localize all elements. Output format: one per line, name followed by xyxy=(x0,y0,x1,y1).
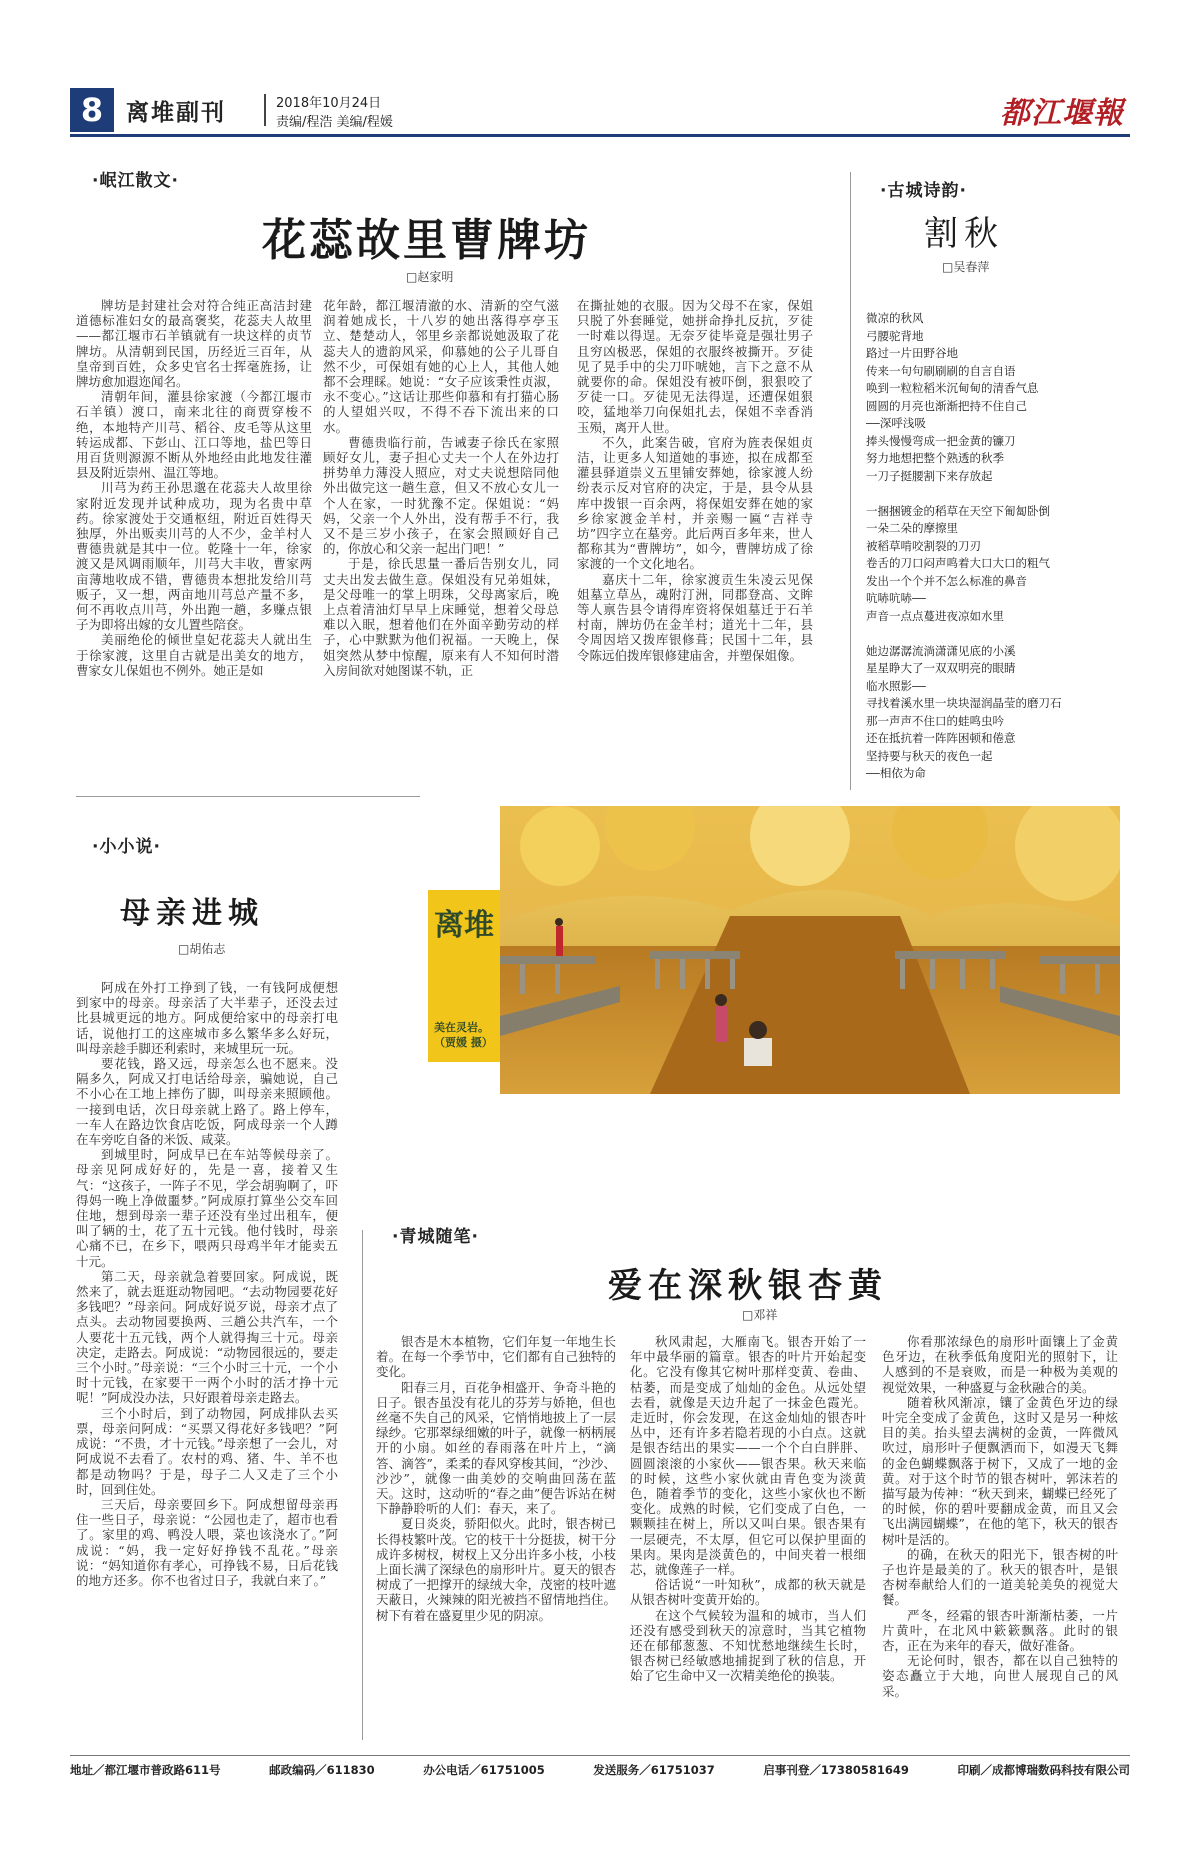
page-header xyxy=(70,88,1130,132)
paragraph: 要花钱，路又远，母亲怎么也不愿来。没隔多久，阿成又打电话给母亲，骗她说，自己不小心在工地上摔伤了脚，叫母亲来照顾他。一接到电话，次日母亲就上路了。路上停车，一车人在路边饮食店吃饭，阿成母亲一个人蹲在车旁吃自备的米饭、咸菜。 xyxy=(76,1056,338,1148)
story-author: □胡佑志 xyxy=(178,942,226,956)
page-number: 8 xyxy=(70,88,114,132)
poem-body xyxy=(866,310,1128,783)
poem-line: 传来一句句刷刷刷的自言自语 xyxy=(866,363,1016,378)
poem-line: 一刀子挺腰割下来存放起 xyxy=(866,468,993,483)
header-divider xyxy=(264,94,266,126)
poem-line: 弓腰驼背地 xyxy=(866,328,924,343)
poem-line: 临水照影—— xyxy=(866,678,926,693)
essay-column-1 xyxy=(376,1334,616,1623)
photo-caption: 美在灵岩。（贾媛 摄） xyxy=(434,1021,493,1049)
footer-postcode: 邮政编码／611830 xyxy=(269,1763,375,1777)
paragraph: 嘉庆十二年，徐家渡贡生朱凌云见保姐墓立草丛，魂附汀洲，同郡登高、文眸等人禀告县令请得库资将保姐墓迁于石羊村南，牌坊仍在金羊村；道光十二年，县令周因培又拨库银修葺；民国十二年，县令陈远伯拨库银修建庙舍，并塑保姐像。 xyxy=(577,571,813,663)
paragraph: 秋风肃起，大雁南飞。银杏开始了一年中最华丽的篇章。银杏的叶片开始起变化。它没有像其它树叶那样变黄、卷曲、枯萎，而是变成了灿灿的金色。从远处望去看，就像是天边升起了一抹金色霞光。走近时，你会发现，在这金灿灿的银杏叶丛中，还有许多若隐若现的小白点。这就是银杏结出的果实——一个个白白胖胖、圆圆滚滚的小家伙——银杏果。秋天来临的时候，这些小家伙就由青色变为淡黄色，随着季节的变化，这些小家伙也不断变化。成熟的时候，它们变成了白色，一颗颗挂在树上，所以又叫白果。银杏果有一层硬壳，不太厚，但它可以保护里面的果肉。果肉是淡黄色的，中间夹着一根细芯，就像莲子一样。 xyxy=(630,1334,866,1578)
page-footer xyxy=(70,1762,1130,1778)
paragraph: 于是，徐氏思量一番后告别女儿，同丈夫出发去做生意。保姐没有兄弟姐妹，是父母唯一的掌上明珠，父母离家后，晚上点着清油灯早早上床睡觉，想着父母总难以入眠，想着他们在外面辛勤劳动的样子，心中默默为他们祝福。一天晚上，保姐突然从梦中惊醒，原来有人不知何时潜入房间欲对她图谋不轨，正 xyxy=(323,556,559,678)
essay-title: 爱在深秋银杏黄 xyxy=(608,1266,888,1306)
poem-line: 她边潺潺流淌潇潇见底的小溪 xyxy=(866,643,1016,658)
poem-line: 一朵二朵的摩擦里 xyxy=(866,521,958,535)
paragraph: 银杏是木本植物，它们年复一年地生长着。在每一个季节中，它们都有自己独特的变化。 xyxy=(376,1334,616,1380)
column-label-prose: ·岷江散文· xyxy=(92,171,179,191)
poem-line: 一捆捆镀金的稻草在天空下匍匐卧倒 xyxy=(866,503,1050,518)
paragraph: 在这个气候较为温和的城市，当人们还没有感受到秋天的凉意时，当其它植物还在郁郁葱葱、不知忧愁地继续生长时，银杏树已经敏感地捕捉到了秋的信息，开始了它生命中又一次精美绝伦的换装。 xyxy=(630,1607,866,1684)
article-column-2 xyxy=(323,298,559,678)
paragraph: 的确，在秋天的阳光下，银杏树的叶子也许是最美的了。秋天的银杏叶，是银杏树奉献给人们的一道美轮美奂的视觉大餐。 xyxy=(882,1546,1118,1608)
paragraph: 曹德贵临行前，告诫妻子徐氏在家照顾好女儿，妻子担心丈夫一个人在外边打拼势单力薄没人照应，对丈夫说想陪同他外出做完这一趟生意，但又不放心女儿一个人在家，一时犹豫不定。保姐说：“妈妈，父亲一个人外出，没有帮手不行，我又不是三岁小孩子，在家会照顾好自己的，你放心和父亲一起出门吧！” xyxy=(323,434,559,557)
article-column-1 xyxy=(76,298,312,678)
poem-line: 寻找着溪水里一块块湿润晶莹的磨刀石 xyxy=(866,696,1062,710)
poem-line: ——相依为命 xyxy=(866,766,926,780)
story-title: 母亲进城 xyxy=(120,896,264,931)
poem-line: 卷舌的刀口闷声鸣着大口大口的粗气 xyxy=(866,556,1050,570)
paragraph: 无论何时，银杏，都在以自己独特的姿态矗立于大地，向世人展现自己的风采。 xyxy=(882,1653,1118,1699)
paragraph: 在撕扯她的衣服。因为父母不在家，保姐只脱了外套睡觉，她拼命挣扎反抗，歹徒一时难以得逞。无奈歹徒毕竟是强壮男子且穷凶极恶，保姐的衣服终被撕开。歹徒见了晃手中的尖刀吓唬她，言下之意不从就要你的命。保姐没有被吓倒，狠狠咬了歹徒一口。歹徒见无法得逞，还遭保姐狠咬，猛地举刀向保姐扎去，保姐不幸香消玉殒，离开人世。 xyxy=(577,298,813,435)
footer-rule xyxy=(70,1755,1130,1756)
poem-line: 那一声声不住口的蛙鸣虫吟 xyxy=(866,713,1004,728)
poem-line: 被稻草啃咬割裂的刀刃 xyxy=(866,538,981,553)
poem-line: 发出一个个并不怎么标准的鼻音 xyxy=(866,573,1027,588)
column-divider xyxy=(850,172,851,790)
footer-delivery: 发送服务／61751037 xyxy=(593,1763,715,1777)
paragraph: 三个小时后，到了动物园，阿成排队去买票，母亲问阿成：“买票又得花好多钱吧？”阿成说：“不贵，才十元钱。”母亲想了一会儿，对阿成说不去看了。农村的鸡、猪、牛、羊不也都是动物吗？于是，母子二人又走了三个小时，回到住处。 xyxy=(76,1405,338,1497)
photo-feature-title: 离堆 xyxy=(434,908,494,943)
poem-line: 捧头慢慢弯成一把金黄的镰刀 xyxy=(866,433,1016,448)
paragraph: 随着秋风渐凉，镶了金黄色牙边的绿叶完全变成了金黄色，这时又是另一种炫目的美。抬头望去满树的金黄，一阵微风吹过，扇形叶子便飘洒而下，如漫天飞舞的金色蝴蝶飘落于树下，又成了一地的金黄。对于这个时节的银杏树叶，郭沫若的描写最为传神：“秋天到来，蝴蝶已经死了的时候，你的碧叶要翻成金黄，而且又会飞出满园蝴蝶”，在他的笔下，秋天的银杏树叶是活的。 xyxy=(882,1394,1118,1547)
poem-line: 声音一点点蔓进夜凉如水里 xyxy=(866,608,1004,623)
paragraph: 阿成在外打工挣到了钱，一有钱阿成便想到家中的母亲。母亲活了大半辈子，还没去过比县城更远的地方。阿成便给家中的母亲打电话，说他打工的这座城市多么繁华多么好玩，叫母亲趁手脚还利索时，来城里玩一玩。 xyxy=(76,980,338,1056)
poem-line: 努力地想把整个熟透的秋季 xyxy=(866,451,1004,465)
paragraph: 阳春三月，百花争相盛开、争奇斗艳的日子。银杏虽没有花儿的芬芳与娇艳，但也丝毫不失自己的风采，它悄悄地披上了一层绿纱。它那翠绿细嫩的叶子，就像一柄柄展开的小扇。如丝的春雨落在叶片上，“滴答、滴答”，柔柔的春风穿梭其间，“沙沙、沙沙”，就像一曲美妙的交响曲回荡在蓝天。这时，这动听的“春之曲”便告诉站在树下静静聆听的人们：春天，来了。 xyxy=(376,1379,616,1517)
article-column-3 xyxy=(577,298,813,663)
paragraph: 到城里时，阿成早已在车站等候母亲了。母亲见阿成好好的，先是一喜，接着又生气：“这孩子，一阵子不见，学会胡驹啊了，吓得妈一晚上净做噩梦。”阿成原打算坐公交车回住地，想到母亲一辈子还没有坐过出租车，便叫了辆的士，花了五十元钱。他付钱时，母亲心痛不已，在乡下，喂两只母鸡半年才能卖五十元。 xyxy=(76,1147,338,1269)
paragraph: 夏日炎炎，骄阳似火。此时，银杏树已长得枝繁叶茂。它的枝干十分挺拔，树干分成许多树杈，树杈上又分出许多小枝，小枝上面长满了深绿色的扇形叶片。夏天的银杏树成了一把撑开的绿绒大伞，茂密的枝叶遮天蔽日，火辣辣的阳光被挡不留情地挡住。树下有着在盛夏里少见的阴凉。 xyxy=(376,1516,616,1623)
section-divider xyxy=(76,796,420,797)
article-author: □赵家明 xyxy=(406,270,454,284)
paragraph: 清朝年间，灌县徐家渡（今都江堰市石羊镇）渡口，南来北往的商贾穿梭不绝，本地特产川芎、稻谷、皮毛等从这里转运成都、下彭山、江口等地，盐巴等日用百货则源源不断从外地经由此地发往灌县及附近崇州、温江等地。 xyxy=(76,389,312,481)
paragraph: 严冬，经霜的银杏叶渐渐枯萎，一片片黄叶，在北风中簌簌飘落。此时的银杏，正在为来年的春天，做好准备。 xyxy=(882,1607,1118,1654)
poem-line: 坚持要与秋天的夜色一起 xyxy=(866,748,993,763)
poem-line: ——深呼浅吸 xyxy=(866,416,926,430)
paragraph: 第二天，母亲就急着要回家。阿成说，既然来了，就去逛逛动物园吧。“去动物园要花好多钱吧？”母亲问。阿成好说歹说，母亲才点了点头。去动物园要换两、三趟公共汽车，一个人要花十五元钱，两个人就得掏三十元。母亲决定，走路去。阿成说：“动物园很远的，要走三个小时。”母亲说：“三个小时三十元，一个小时十元钱，在家要干一两个小时的活才挣十元呢！”阿成没办法，只好跟着母亲走路去。 xyxy=(76,1268,338,1406)
article-title: 花蕊故里曹牌坊 xyxy=(262,215,591,266)
poem-line: 微凉的秋风 xyxy=(866,311,924,325)
poem-title: 割秋 xyxy=(924,214,1004,254)
footer-printer: 印刷／成都博瑞数码科技有限公司 xyxy=(957,1763,1130,1777)
photo-feature-box xyxy=(428,890,500,1062)
column-label-story: ·小小说· xyxy=(92,837,161,857)
header-rule xyxy=(70,134,1130,137)
paragraph: 三天后，母亲要回乡下。阿成想留母亲再住一些日子，母亲说：“公园也走了，超市也看了。家里的鸡、鸭没人喂，菜也该浇水了。”阿成说：“妈，我一定好好挣钱不乱花。”母亲说：“妈知道你有孝心，可挣钱不易，日后花钱的地方还多。你不也省过日子，我就白来了。” xyxy=(76,1496,338,1588)
newspaper-logo: 都江堰報 xyxy=(1000,96,1124,131)
footer-address: 地址／都江堰市普政路611号 xyxy=(70,1763,221,1777)
poem-line: 还在抵抗着一阵阵困顿和倦意 xyxy=(866,731,1016,745)
poem-line: 吭哧吭哧—— xyxy=(866,591,926,605)
paragraph: 俗话说“一叶知秋”，成都的秋天就是从银杏树叶变黄开始的。 xyxy=(630,1577,866,1608)
paragraph: 花年龄，都江堰清澈的水、清新的空气滋润着她成长，十八岁的她出落得亭亭玉立、楚楚动人，邻里乡亲都说她汲取了花蕊夫人的遗韵风采，仰慕她的公子儿哥自然不少，可保姐有她的心上人，其他人她都不会理睬。她说：“女子应该秉性贞淑，永不变心。”这话让那些仰慕和有打猫心肠的人望姐兴叹，不得不吞下流出来的口水。 xyxy=(323,298,559,435)
poem-line: 圆圆的月亮也渐渐把持不住自己 xyxy=(866,398,1027,413)
poem-line: 星星睁大了一双双明亮的眼睛 xyxy=(866,661,1016,675)
footer-office-phone: 办公电话／61751005 xyxy=(423,1763,545,1777)
paragraph: 美丽绝伦的倾世皇妃花蕊夫人就出生于徐家渡，这里自古就是出美女的地方，曹家女儿保姐也不例外。她正是如 xyxy=(76,632,312,678)
essay-column-2 xyxy=(630,1334,866,1684)
paragraph: 不久，此案告破，官府为旌表保姐贞洁，让更多人知道她的事迹，拟在成都至灌县驿道崇义五里铺安葬她，徐家渡人纷纷表示反对官府的决定，于是，县令从县库中拨银一百余两，将保姐安葬在她的家乡徐家渡金羊村，并亲赐一匾“吉祥寺坊”四字立在墓旁。此后两百多年来，世人都称其为“曹牌坊”，如今，曹牌坊成了徐家渡的一个文化地名。 xyxy=(577,434,813,572)
essay-author: □邓祥 xyxy=(742,1308,778,1322)
paragraph: 牌坊是封建社会对符合纯正高洁封建道德标准妇女的最高褒奖，花蕊夫人故里——都江堰市石羊镇就有一块这样的贞节牌坊。从清朝到民国，历经近三百年，从皇帝到百姓，众多史官名士挥毫旌扬，让牌坊愈加遐迩闻名。 xyxy=(76,298,312,390)
paragraph: 川芎为药王孙思邈在花蕊夫人故里徐家附近发现并试种成功，现为名贵中草药。徐家渡处于交通枢纽，附近百姓得天独厚，外出贩卖川芎的人不少，金羊村人曹德贵就是其中一位。乾隆十一年，徐家渡又是风调雨顺年，川芎大丰收，曹家两亩薄地收成不错，曹德贵本想批发给川芎贩子，又一想，两亩地川芎总产量不多，何不再收点川芎，外出跑一趟，多赚点银子为即将出嫁的女儿置些陪奁。 xyxy=(76,480,312,633)
editor-credit: 责编/程浩 美编/程媛 xyxy=(276,115,393,130)
column-divider xyxy=(362,1230,363,1740)
issue-date: 2018年10月24日 xyxy=(276,96,382,111)
poem-author: □吴春萍 xyxy=(942,260,990,274)
column-label-essay: ·青城随笔· xyxy=(392,1227,479,1247)
story-body xyxy=(76,980,338,1588)
paragraph: 你看那浓绿色的扇形叶面镶上了金黄色牙边，在秋季低角度阳光的照射下，让人感到的不是衰败，而是一种极为美观的视觉效果，一种盛夏与金秋融合的美。 xyxy=(882,1334,1118,1395)
essay-column-3 xyxy=(882,1334,1118,1699)
column-label-poetry: ·古城诗韵· xyxy=(880,181,967,201)
poem-line: 路过一片田野谷地 xyxy=(866,346,958,360)
footer-notice: 启事刊登／17380581649 xyxy=(763,1763,909,1777)
ginkgo-photo xyxy=(500,806,1120,1094)
section-title: 离堆副刊 xyxy=(126,100,226,126)
poem-line: 唤到一粒粒稻米沉甸甸的清香气息 xyxy=(866,381,1039,395)
